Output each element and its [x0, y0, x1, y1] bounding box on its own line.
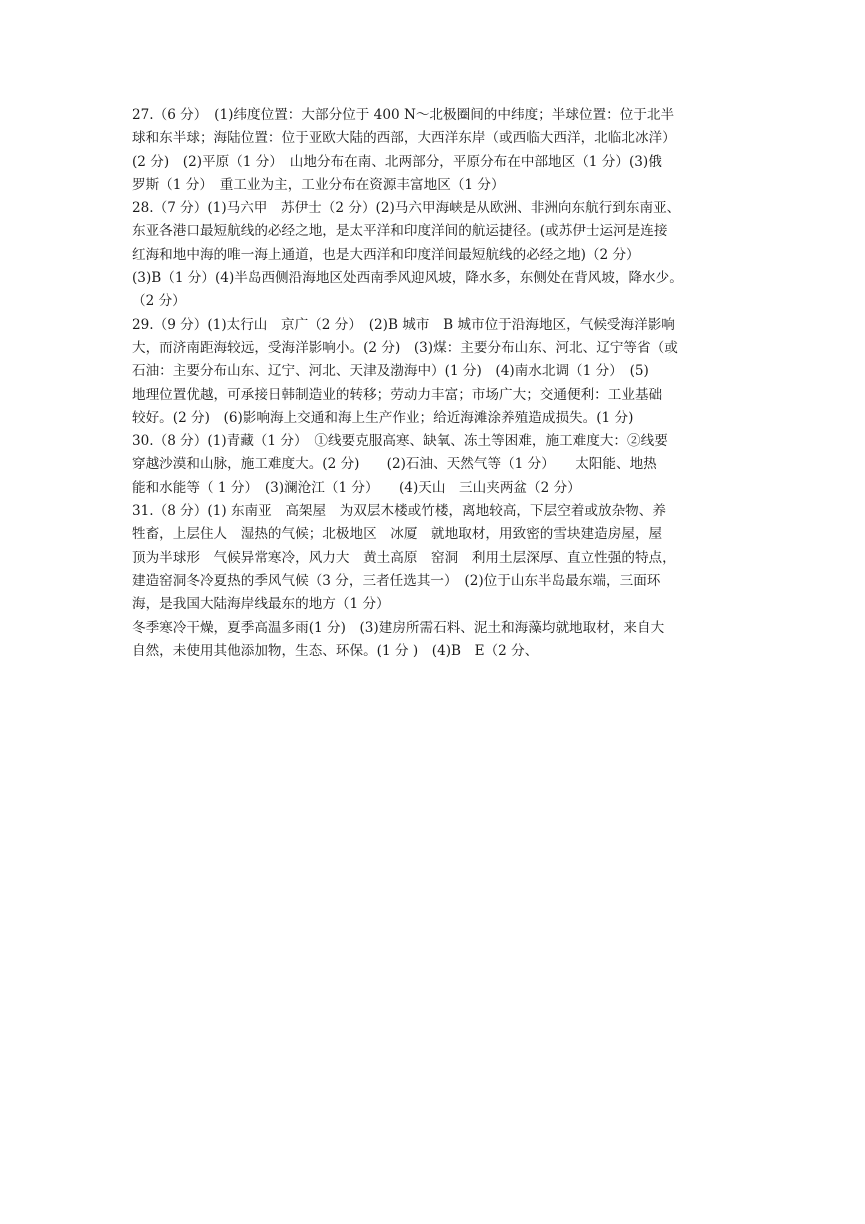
text-line: 自然，未使用其他添加物，生态、环保。(1 分 ) (4)B E（2 分、: [132, 642, 539, 659]
text-line: 29.（9 分）(1)太行山 京广（2 分） (2)B 城市 B 城市位于沿海地区，气候受海洋影响: [132, 316, 675, 333]
text-line: 大，而济南距海较远，受海洋影响小。(2 分) (3)煤：主要分布山东、河北、辽宁等省（或: [132, 339, 678, 356]
text-line: 28.（7 分）(1)马六甲 苏伊士（2 分）(2)马六甲海峡是从欧洲、非洲向东航行到东南亚、: [132, 200, 681, 217]
text-line: 穿越沙漠和山脉，施工难度大。(2 分) (2)石油、天然气等（1 分） 太阳能、地热: [132, 456, 657, 473]
text-line: 红海和地中海的唯一海上通道，也是大西洋和印度洋间最短航线的必经之地)（2 分）: [132, 246, 640, 263]
text-line: 牲畜，上层住人 湿热的气候；北极地区 冰厦 就地取材，用致密的雪块建造房屋，屋: [132, 526, 663, 543]
text-line: (3)B（1 分）(4)半岛西侧沿海地区处西南季风迎风坡，降水多，东侧处在背风坡，降水少。: [132, 270, 683, 287]
text-line: 27.（6 分） (1)纬度位置：大部分位于 400 N～北极圈间的中纬度；半球位置：位于北半: [132, 107, 675, 123]
text-line: 球和东半球；海陆位置：位于亚欧大陆的西部，大西洋东岸（或西临大西洋，北临北冰洋）: [132, 130, 676, 147]
text-line: 海，是我国大陆海岸线最东的地方（1 分）: [132, 596, 390, 613]
text-line: 建造窑洞冬冷夏热的季风气候（3 分，三者任选其一） (2)位于山东半岛最东端，三面环: [132, 572, 661, 589]
text-line: 较好。(2 分) (6)影响海上交通和海上生产作业；给近海滩涂养殖造成损失。(1 分): [132, 409, 634, 426]
text-line: 石油：主要分布山东、辽宁、河北、天津及渤海中）(1 分) (4)南水北调（1 分） (5): [132, 363, 649, 380]
text-line: 东亚各港口最短航线的必经之地，是太平洋和印度洋间的航运捷径。(或苏伊士运河是连接: [132, 223, 668, 240]
text-line: 罗斯（1 分） 重工业为主，工业分布在资源丰富地区（1 分）: [132, 176, 505, 193]
text-line: 冬季寒冷干燥，夏季高温多雨(1 分) (3)建房所需石料、泥土和海藻均就地取材，来自大: [132, 619, 665, 636]
text-line: 31.（8 分）(1) 东南亚 高架屋 为双层木楼或竹楼，离地较高，下层空着或放杂物、养: [132, 503, 666, 520]
text-line: 顶为半球形 气候异常寒冷，风力大 黄土高原 窑洞 利用土层深厚、直立性强的特点，: [132, 549, 676, 566]
text-line: 能和水能等（ 1 分） (3)澜沧江（1 分） (4)天山 三山夹两盆（2 分）: [132, 479, 581, 496]
text-line: 30.（8 分）(1)青藏（1 分） ①线要克服高寒、缺氧、冻土等困难，施工难度大：②线要: [132, 433, 668, 450]
text-line: 地理位置优越，可承接日韩制造业的转移；劳动力丰富；市场广大；交通便利：工业基础: [132, 386, 663, 403]
text-line: （2 分）: [132, 293, 186, 310]
answer-text-block: [132, 104, 740, 663]
text-line: (2 分) (2)平原（1 分） 山地分布在南、北两部分，平原分布在中部地区（1 分）(3)俄: [132, 153, 662, 170]
